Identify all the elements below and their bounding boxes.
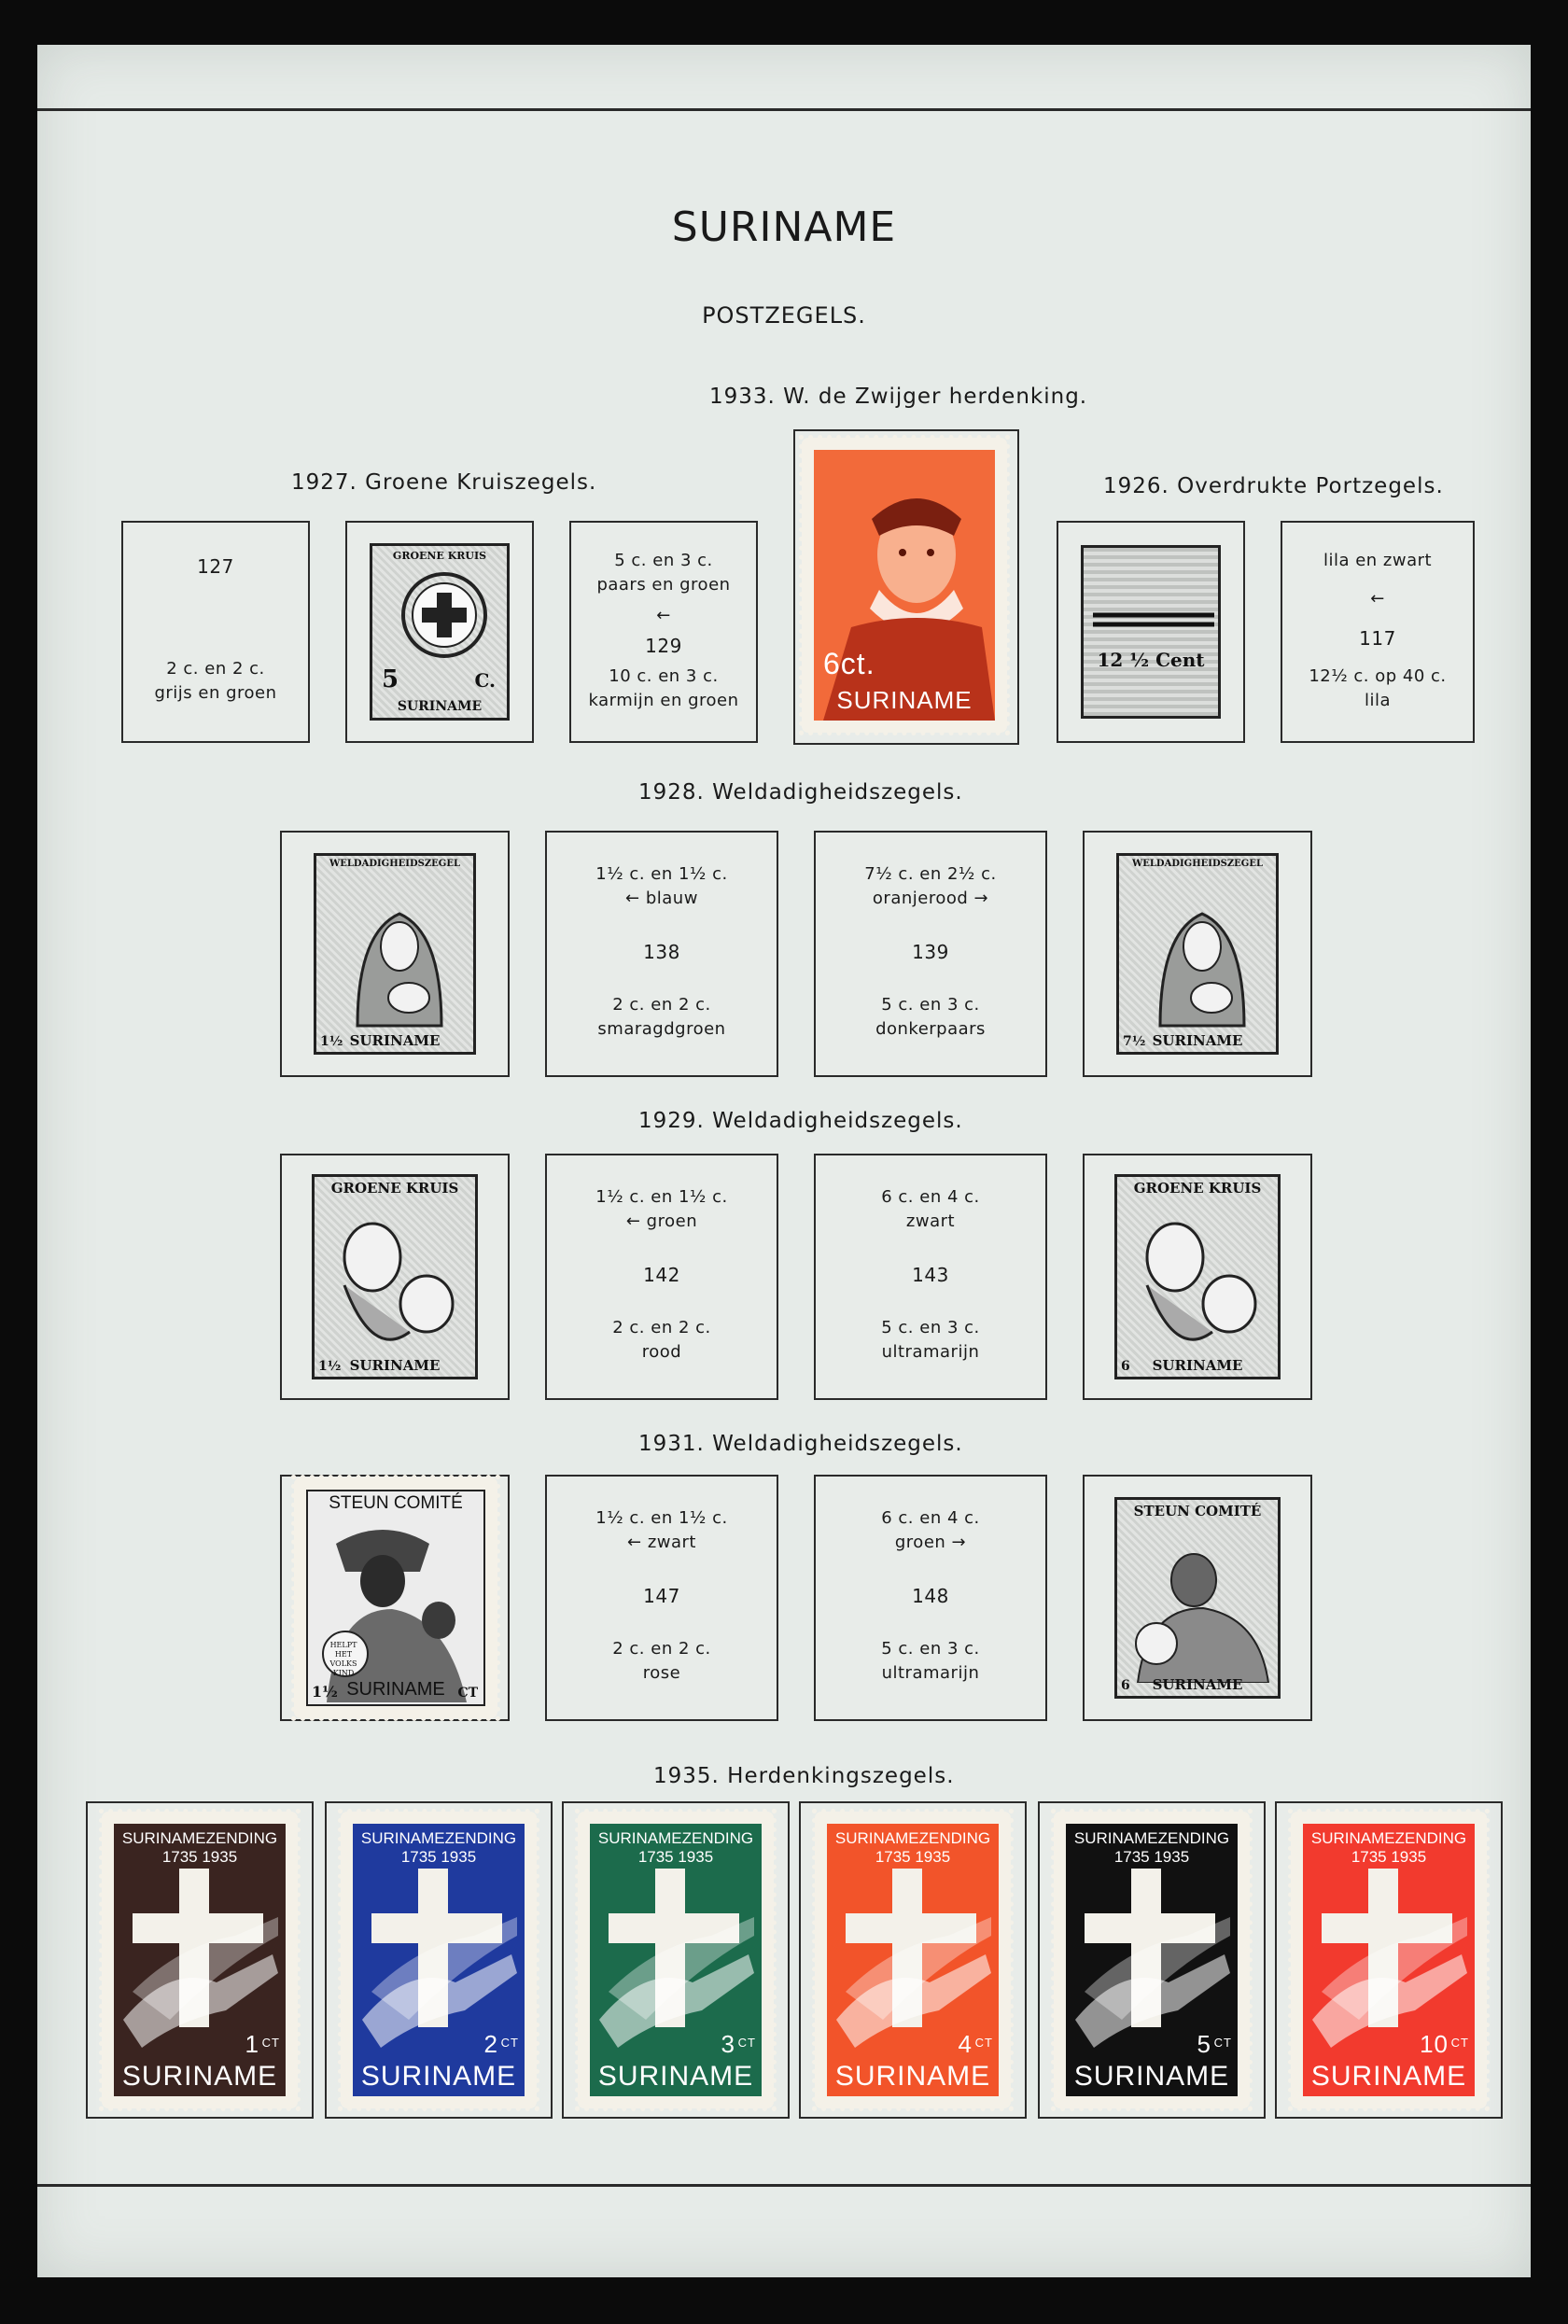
catalog-number: 148 (912, 1585, 949, 1607)
stamp-value: 5 (1197, 2030, 1211, 2058)
stamp-zwijger-6ct (805, 441, 1004, 730)
stamp-value: 10 (1420, 2030, 1449, 2058)
stamp-country: SURINAME (346, 1679, 445, 1700)
description-box-142 (545, 1154, 778, 1400)
description-line: ← groen (625, 1211, 698, 1231)
catalog-number: 143 (912, 1264, 949, 1286)
description-box-129 (569, 521, 758, 743)
imprint-top-text: GROENE KRUIS (330, 1180, 459, 1197)
stamp-imprint (312, 1174, 478, 1379)
imprint-box-1931-right (1083, 1475, 1312, 1721)
description-line: 2 c. en 2 c. (612, 1639, 711, 1659)
description-line: donkerpaars (875, 1019, 986, 1039)
clasped-hands-figure (353, 1880, 525, 2066)
section-1926: 1926. Overdrukte Portzegels. (1103, 474, 1444, 498)
stamp-imprint (1114, 1497, 1281, 1699)
imprint-top-text: WELDADIGHEIDSZEGEL (1132, 859, 1263, 869)
description-line: 6 c. en 4 c. (881, 1187, 980, 1207)
imprint-value: 7½ (1123, 1034, 1146, 1049)
catalog-number: 142 (643, 1264, 680, 1286)
section-1935: 1935. Herdenkingszegels. (653, 1764, 955, 1788)
stamp-face (353, 1824, 525, 2096)
stamp-country: SURINAME (836, 686, 973, 714)
description-line: 5 c. en 3 c. (881, 1318, 980, 1337)
figures-illustration (316, 1201, 481, 1360)
description-line: 2 c. en 2 c. (612, 995, 711, 1015)
catalog-number: 117 (1359, 626, 1396, 650)
catalog-number: 129 (645, 635, 682, 658)
stamp-country: SURINAME (1073, 2061, 1230, 2092)
stamp-1935 (1294, 1814, 1484, 2106)
red-cross-emblem (374, 567, 514, 679)
stamp-value: 4 (958, 2030, 973, 2058)
imprint-top-text: GROENE KRUIS (392, 550, 487, 562)
clasped-hands-figure (1303, 1880, 1475, 2066)
arrow-left-icon: ← (1370, 589, 1385, 609)
stamp-face (114, 1824, 286, 2096)
imprint-country: SURINAME (1152, 1032, 1243, 1049)
section-1928: 1928. Weldadigheidszegels. (638, 780, 963, 805)
section-1931: 1931. Weldadigheidszegels. (638, 1432, 963, 1456)
page-title: SURINAME (671, 203, 897, 251)
stamp-face (1066, 1824, 1238, 2096)
description-box-127 (121, 521, 310, 743)
imprint-value: 1½ (318, 1359, 342, 1374)
description-line: 10 c. en 3 c. (609, 665, 719, 686)
madonna-figure (1123, 876, 1281, 1035)
clasped-hands-figure (1066, 1880, 1238, 2066)
description-line: karmijn en groen (588, 690, 739, 710)
stamp-top-text: SURINAMEZENDING 1735 1935 (597, 1829, 754, 1866)
page-subtitle: POSTZEGELS. (702, 302, 866, 329)
description-line: ultramarijn (881, 1342, 980, 1362)
stamp-top-text: SURINAMEZENDING 1735 1935 (834, 1829, 991, 1866)
imprint-box-1929-right (1083, 1154, 1312, 1400)
catalog-number: 139 (912, 941, 949, 963)
description-box-139 (814, 831, 1047, 1077)
stamp-imprint (314, 853, 476, 1055)
imprint-top-text: STEUN COMITÉ (1133, 1503, 1262, 1519)
description-line: lila (1364, 690, 1392, 710)
stamp-face (1303, 1824, 1475, 2096)
imprint-box-portzegel (1057, 521, 1245, 743)
stamp-country: SURINAME (834, 2061, 991, 2092)
stamp-top-text: SURINAMEZENDING 1735 1935 (1310, 1829, 1467, 1866)
stamp-value: 1½ (312, 1683, 338, 1701)
stamp-imprint (370, 543, 510, 721)
stamp-imprint (1081, 545, 1221, 719)
section-1927: 1927. Groene Kruiszegels. (291, 470, 597, 495)
description-line: lila en zwart (1323, 551, 1433, 570)
description-line: 7½ c. en 2½ c. (864, 864, 997, 884)
stamp-unit: CT (500, 2036, 519, 2050)
catalog-number: 138 (643, 941, 680, 963)
description-line: ultramarijn (881, 1663, 980, 1683)
stamp-country: SURINAME (597, 2061, 754, 2092)
stamp-value: 6ct. (823, 647, 875, 680)
imprint-value: 6 (1121, 1359, 1130, 1374)
stamp-top-text: SURINAMEZENDING 1735 1935 (360, 1829, 517, 1866)
description-line: 1½ c. en 1½ c. (595, 1508, 728, 1528)
stamp-face (827, 1824, 999, 2096)
stamp-country: SURINAME (121, 2061, 278, 2092)
imprint-top-text: WELDADIGHEIDSZEGEL (329, 859, 460, 869)
stamp-unit: CT (1450, 2036, 1469, 2050)
description-line: rood (641, 1342, 682, 1362)
imprint-value: 1½ (320, 1034, 343, 1049)
imprint-box-1929-left (280, 1154, 510, 1400)
imprint-value: 6 (1121, 1678, 1130, 1693)
imprint-top-text: GROENE KRUIS (1133, 1180, 1262, 1197)
description-line: 5 c. en 3 c. (881, 995, 980, 1015)
stamp-face (590, 1824, 762, 2096)
clasped-hands-figure (114, 1880, 286, 2066)
imprint-unit: C. (474, 669, 496, 692)
clasped-hands-figure (827, 1880, 999, 2066)
section-1933: 1933. W. de Zwijger herdenking. (709, 385, 1088, 409)
stamp-1935 (581, 1814, 771, 2106)
stamp-country: SURINAME (1310, 2061, 1467, 2092)
description-line: groen → (894, 1533, 967, 1552)
description-box-143 (814, 1154, 1047, 1400)
description-line: 6 c. en 4 c. (881, 1508, 980, 1528)
stamp-steun-comite (297, 1480, 495, 1715)
imprint-country: SURINAME (349, 1357, 441, 1374)
stamp-imprint (1114, 1174, 1281, 1379)
stamp-unit: CT (737, 2036, 756, 2050)
description-line: zwart (905, 1211, 956, 1231)
mother-child-figure (1119, 1524, 1285, 1683)
description-box-148 (814, 1475, 1047, 1721)
imprint-value: 5 (382, 665, 399, 693)
stamp-value: 1 (245, 2030, 259, 2058)
stamp-1935 (105, 1814, 295, 2106)
description-line: 12½ c. op 40 c. (1309, 665, 1447, 686)
description-line: 1½ c. en 1½ c. (595, 864, 728, 884)
description-line: ← zwart (627, 1533, 696, 1552)
stamp-1935 (818, 1814, 1008, 2106)
description-line: rose (642, 1663, 681, 1683)
stamp-value: 2 (483, 2030, 498, 2058)
clasped-hands-figure (590, 1880, 762, 2066)
section-1929: 1929. Weldadigheidszegels. (638, 1109, 963, 1133)
imprint-country: SURINAME (397, 699, 483, 714)
catalog-number: 147 (643, 1585, 680, 1607)
stamp-unit: CT (261, 2036, 280, 2050)
description-line: paars en groen (596, 575, 731, 595)
description-line: 5 c. en 3 c. (881, 1639, 980, 1659)
madonna-figure (320, 876, 479, 1035)
stamp-face (306, 1490, 485, 1706)
imprint-country: SURINAME (1152, 1676, 1243, 1693)
description-box-117 (1281, 521, 1475, 743)
stamp-value: 3 (721, 2030, 735, 2058)
stamp-top-text: SURINAMEZENDING 1735 1935 (1073, 1829, 1230, 1866)
stamp-country: SURINAME (360, 2061, 517, 2092)
bottom-rule (37, 2184, 1531, 2187)
imprint-box-groene-kruis (345, 521, 534, 743)
imprint-country: SURINAME (1152, 1357, 1243, 1374)
stamp-top-text: SURINAMEZENDING 1735 1935 (121, 1829, 278, 1866)
stamp-imprint (1116, 853, 1279, 1055)
stamp-top-text: STEUN COMITÉ (329, 1493, 463, 1513)
stamp-1935 (1057, 1814, 1247, 2106)
description-box-147 (545, 1475, 778, 1721)
description-line: oranjerood → (872, 889, 989, 908)
description-box-138 (545, 831, 778, 1077)
description-line: smaragdgroen (597, 1019, 726, 1039)
description-line: 2 c. en 2 c. (166, 659, 265, 679)
stamp-face (814, 450, 995, 721)
stamp-unit: CT (1213, 2036, 1232, 2050)
description-line: 1½ c. en 1½ c. (595, 1187, 728, 1207)
imprint-box-1928-right (1083, 831, 1312, 1077)
stamp-unit: CT (974, 2036, 993, 2050)
arrow-left-icon: ← (656, 605, 671, 625)
description-line: 2 c. en 2 c. (612, 1318, 711, 1337)
top-rule (37, 108, 1531, 111)
stamp-1935 (343, 1814, 534, 2106)
figures-illustration (1119, 1201, 1283, 1360)
description-line: grijs en groen (154, 683, 277, 703)
description-line: 5 c. en 3 c. (614, 551, 713, 570)
overprint-value: 12 ½ Cent (1097, 649, 1205, 671)
description-line: ← blauw (625, 889, 698, 908)
catalog-number: 127 (197, 555, 234, 578)
stamp-badge-text: HELPT HET VOLKS KIND (329, 1641, 357, 1677)
stamp-unit: CT (457, 1686, 478, 1701)
imprint-box-1928-left (280, 831, 510, 1077)
imprint-country: SURINAME (349, 1032, 441, 1049)
